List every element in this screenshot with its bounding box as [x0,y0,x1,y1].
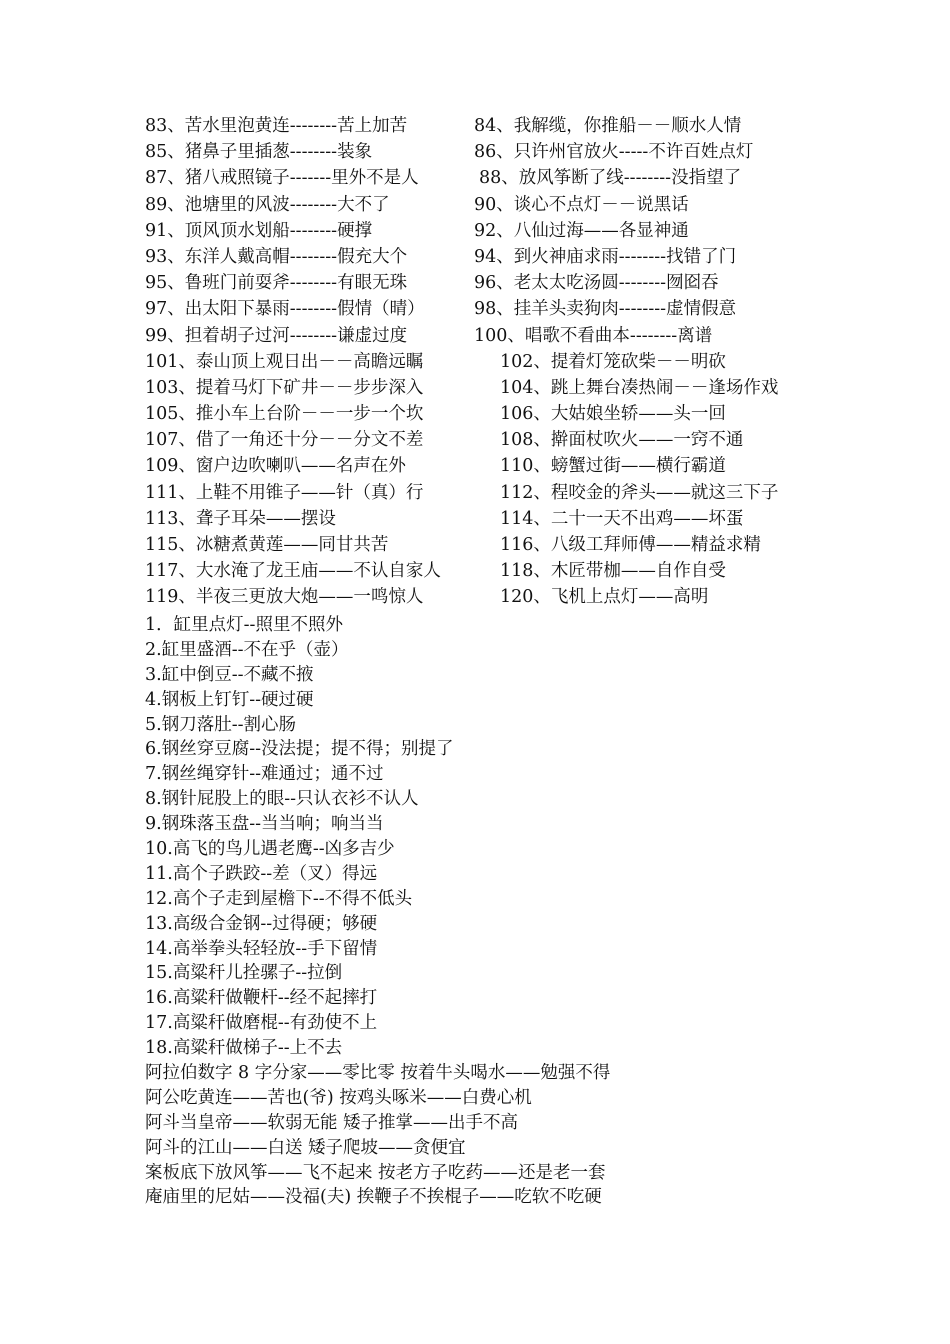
proverb-line: 8.钢针屁股上的眼--只认衣衫不认人 [145,789,419,810]
proverb-row [0,506,950,532]
proverb-line: 7.钢丝绳穿针--难通过；通不过 [145,764,384,785]
proverb-left: 111、上鞋不用锥子——针（真）行 [145,482,424,503]
proverb-line: 18.高粱秆做梯子--上不去 [145,1038,343,1059]
proverb-row [0,375,950,401]
proverb-left: 83、苦水里泡黄连--------苦上加苦 [145,116,408,136]
proverb-left: 109、窗户边吹喇叭——名声在外 [145,456,406,477]
proverb-line: 9.钢珠落玉盘--当当响；响当当 [145,814,384,835]
proverb-right: 108、擀面杖吹火——一窍不通 [500,430,744,451]
proverb-row [0,113,950,139]
proverb-right: 116、八级工拜师傅——精益求精 [500,535,761,555]
proverb-right: 106、大姑娘坐轿——头一回 [500,404,726,425]
proverb-line: 阿公吃黄连——苦也(爷) 按鸡头啄米——白费心机 [145,1087,532,1108]
proverb-right: 88、放风筝断了线--------没指望了 [479,168,742,189]
proverb-right: 100、唱歌不看曲本--------离谱 [474,325,713,346]
proverb-line: 13.高级合金钢--过得硬；够硬 [145,913,378,934]
proverb-left: 91、顶风顶水划船--------硬撑 [145,220,373,241]
proverb-right: 94、到火神庙求雨--------找错了门 [474,246,737,267]
proverb-right: 112、程咬金的斧头——就这三下子 [500,482,779,503]
proverb-left: 87、猪八戒照镜子-------里外不是人 [145,168,419,189]
proverb-right: 98、挂羊头卖狗肉--------虚情假意 [474,299,737,320]
proverb-row [0,349,950,375]
proverb-line: 4.钢板上钉钉--硬过硬 [145,689,314,710]
proverb-row [0,584,950,610]
proverb-line: 6.钢丝穿豆腐--没法提；提不得；别提了 [145,739,454,760]
proverb-row [0,532,950,558]
proverb-row [0,296,950,322]
proverb-left: 107、借了一角还十分－－分文不差 [145,430,424,451]
proverb-row [0,323,950,349]
proverb-right: 120、飞机上点灯——高明 [500,587,709,608]
proverb-line: 11.高个子跌跤--差（叉）得远 [145,863,378,884]
proverb-line: 1．缸里点灯--照里不照外 [145,615,343,635]
proverb-right: 102、提着灯笼砍柴－－明砍 [500,351,726,372]
proverb-right: 118、木匠带枷——自作自受 [500,561,726,582]
proverb-right: 110、螃蟹过街——横行霸道 [500,456,726,477]
proverb-line: 12.高个子走到屋檐下--不得不低头 [145,888,413,909]
proverb-left: 101、泰山顶上观日出－－高瞻远瞩 [145,351,424,372]
proverb-row [0,244,950,270]
proverb-row [0,401,950,427]
proverb-left: 99、担着胡子过河--------谦虚过度 [145,325,408,346]
proverb-row [0,270,950,296]
proverb-right: 114、二十一天不出鸡——坏蛋 [500,508,744,529]
proverb-row [0,139,950,165]
proverb-left: 115、冰糖煮黄莲——同甘共苦 [145,535,389,555]
proverb-left: 85、猪鼻子里插葱--------装象 [145,142,373,163]
proverb-line: 阿斗当皇帝——软弱无能 矮子推掌——出手不高 [145,1112,519,1133]
proverb-row [0,192,950,218]
proverb-row [0,427,950,453]
proverb-line: 17.高粱秆做磨棍--有劲使不上 [145,1013,378,1034]
proverb-line: 2.缸里盛酒--不在乎（壶） [145,639,349,660]
proverb-row [0,165,950,191]
single-column-list [145,613,925,1210]
proverb-line: 阿拉伯数字 8 字分家——零比零 按着牛头喝水——勉强不得 [145,1063,611,1084]
proverb-left: 113、聋子耳朵——摆设 [145,508,336,529]
proverb-left: 119、半夜三更放大炮——一鸣惊人 [145,587,424,608]
proverb-right: 96、老太太吃汤圆--------囫囵吞 [474,273,719,294]
proverb-line: 16.高粱秆做鞭杆--经不起摔打 [145,988,378,1009]
proverb-right: 104、跳上舞台凑热闹－－逢场作戏 [500,377,779,398]
proverb-line: 阿斗的江山——白送 矮子爬坡——贪便宜 [145,1137,466,1158]
proverb-left: 117、大水淹了龙王庙——不认自家人 [145,561,441,582]
proverb-left: 97、出太阳下暴雨--------假情（晴） [145,299,425,320]
proverb-line: 庵庙里的尼姑——没福(夫) 挨鞭子不挨棍子——吃软不吃硬 [145,1187,602,1208]
proverb-right: 90、谈心不点灯－－说黑话 [474,194,689,215]
proverb-left: 105、推小车上台阶－－一步一个坎 [145,404,424,425]
proverb-left: 93、东洋人戴高帽--------假充大个 [145,246,408,267]
two-column-list [0,113,950,611]
proverb-left: 95、鲁班门前耍斧--------有眼无珠 [145,273,408,294]
proverb-right: 84、我解缆，你推船－－顺水人情 [474,116,742,136]
proverb-right: 92、八仙过海——各显神通 [474,220,689,241]
proverb-row [0,218,950,244]
proverb-line: 14.高举拳头轻轻放--手下留情 [145,938,378,959]
proverb-left: 89、池塘里的风波--------大不了 [145,194,390,215]
proverb-left: 103、提着马灯下矿井－－步步深入 [145,377,424,398]
proverb-line: 3.缸中倒豆--不藏不掖 [145,664,314,685]
proverb-row [0,558,950,584]
proverb-line: 案板底下放风筝——飞不起来 按老方子吃药——还是老一套 [145,1162,606,1183]
proverb-row [0,453,950,479]
proverb-line: 5.钢刀落肚--割心肠 [145,714,297,735]
proverb-right: 86、只许州官放火-----不许百姓点灯 [474,142,754,163]
proverb-row [0,480,950,506]
proverb-line: 15.高粱秆儿拴骡子--拉倒 [145,963,343,984]
proverb-line: 10.高飞的鸟儿遇老鹰--凶多吉少 [145,839,395,860]
